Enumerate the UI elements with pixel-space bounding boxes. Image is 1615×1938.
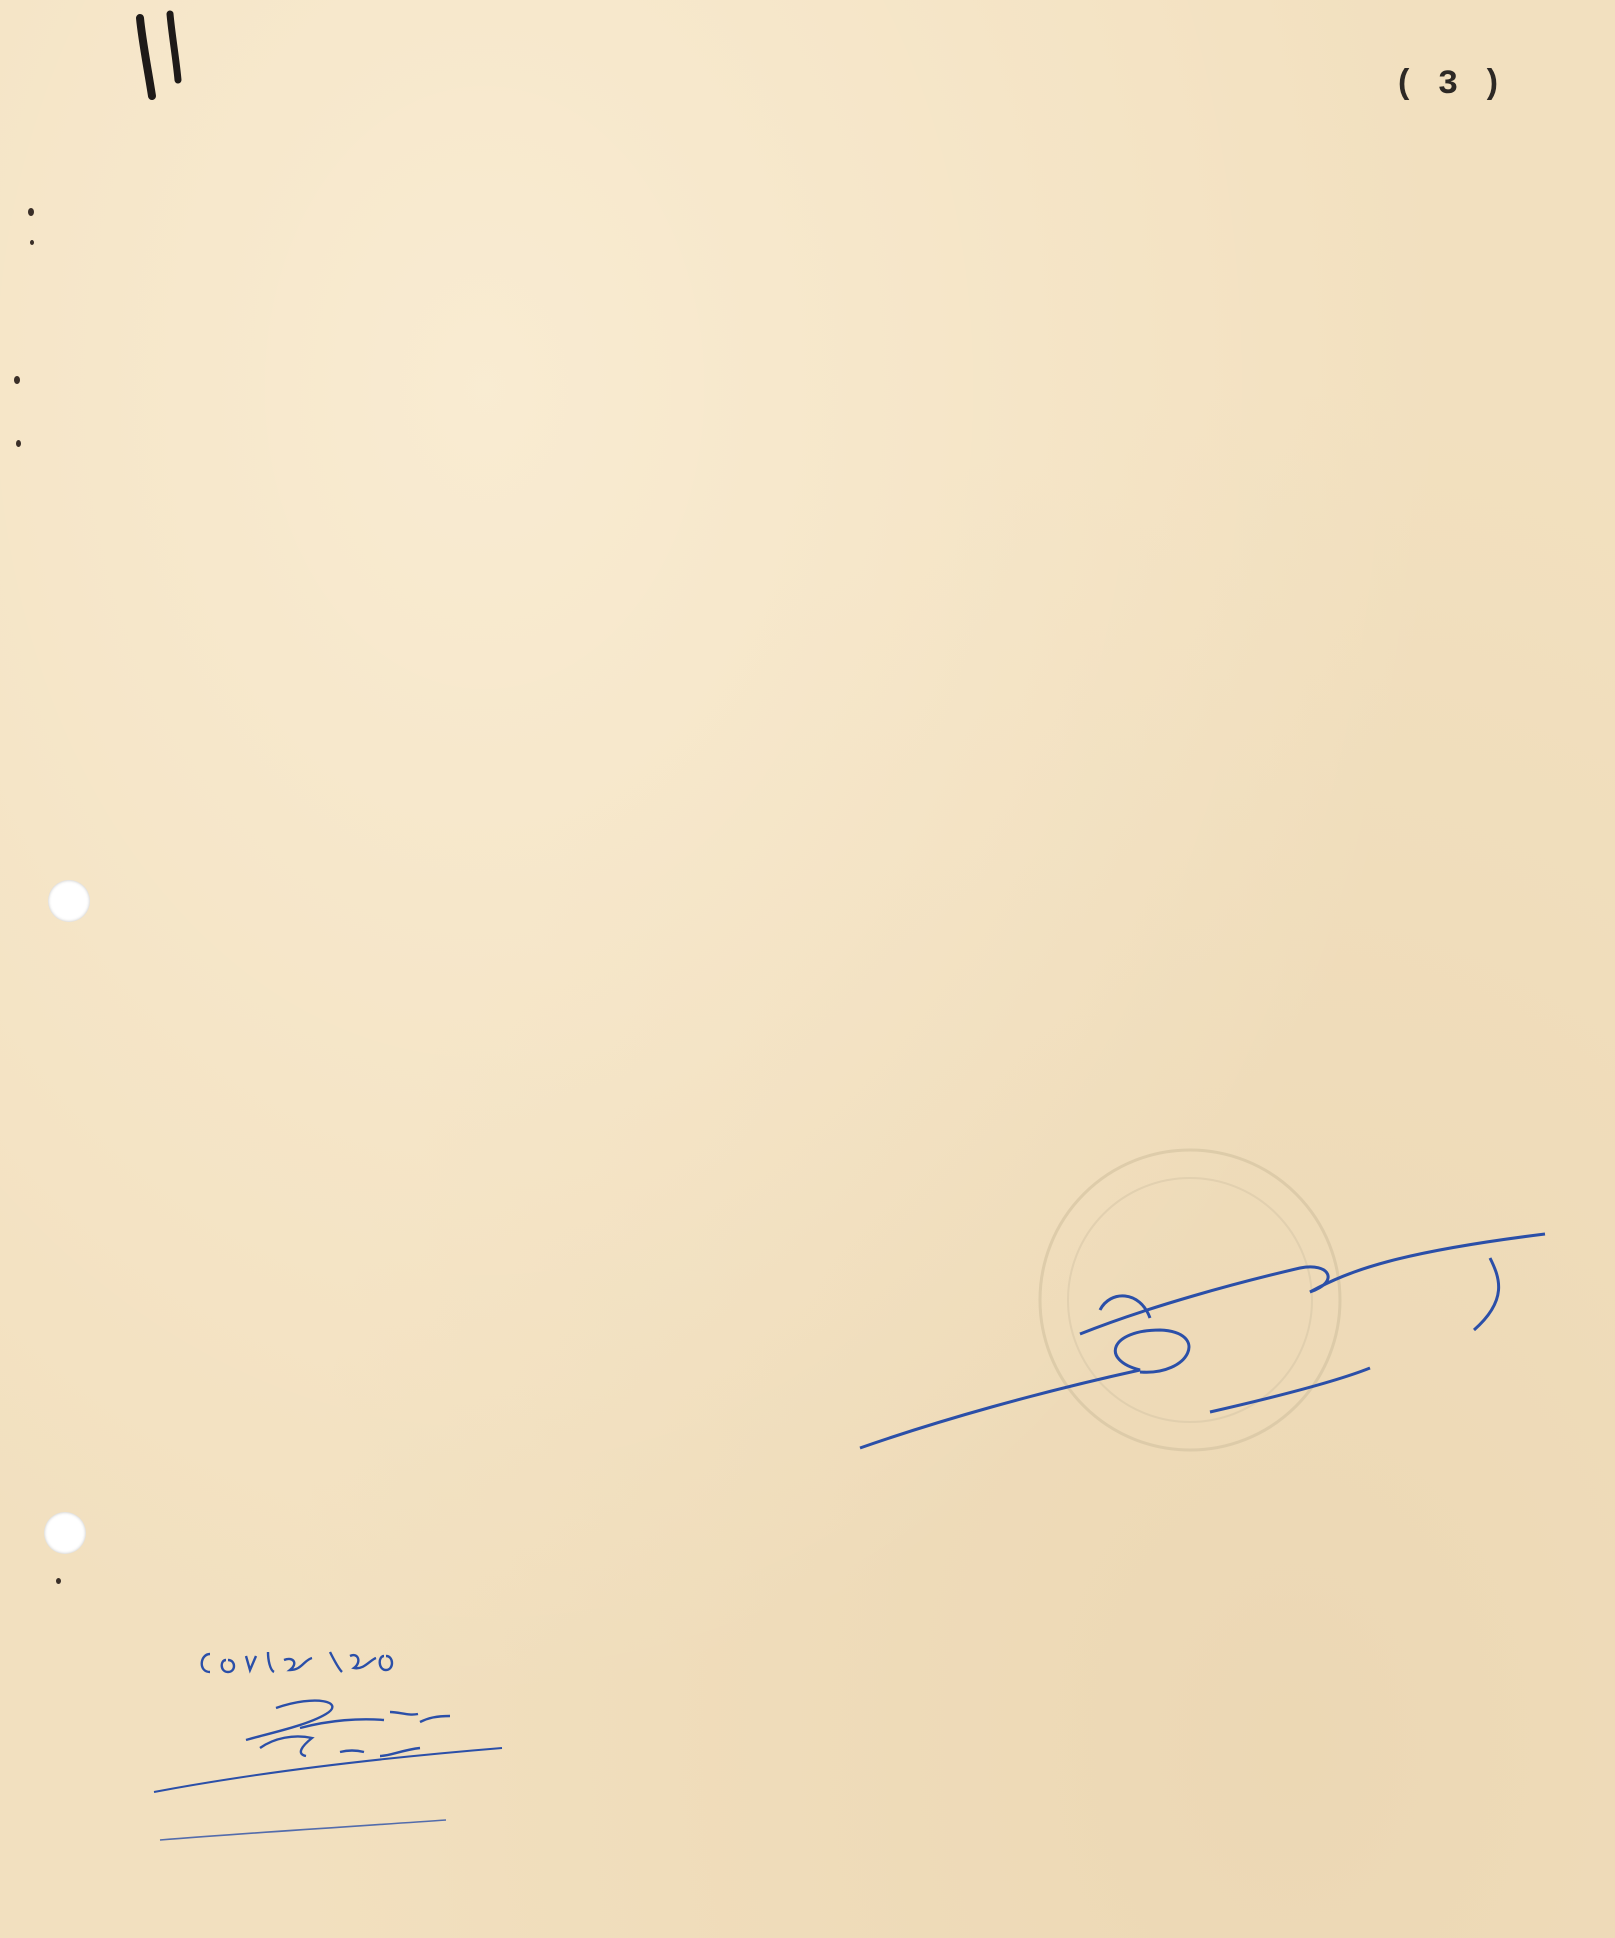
faint-seal-stamp-inner: [1068, 1178, 1312, 1422]
handwritten-conferido: [202, 1652, 392, 1672]
page-number: ( 3 ): [1394, 66, 1504, 104]
signature-scrawl: [1100, 1296, 1150, 1318]
handwritten-initials: [260, 1736, 420, 1756]
signature-scrawl: [860, 1330, 1189, 1448]
corner-pen-mark: [140, 18, 152, 96]
signature-scrawl: [1080, 1234, 1545, 1334]
faint-seal-stamp: [1040, 1150, 1340, 1450]
signature-scrawl: [1474, 1258, 1499, 1330]
corner-pen-mark: [170, 14, 178, 80]
handwritten-underline: [154, 1748, 502, 1792]
handwritten-initials: [246, 1701, 450, 1740]
signature-scrawl: [1210, 1368, 1370, 1412]
handwritten-underline: [160, 1820, 446, 1840]
